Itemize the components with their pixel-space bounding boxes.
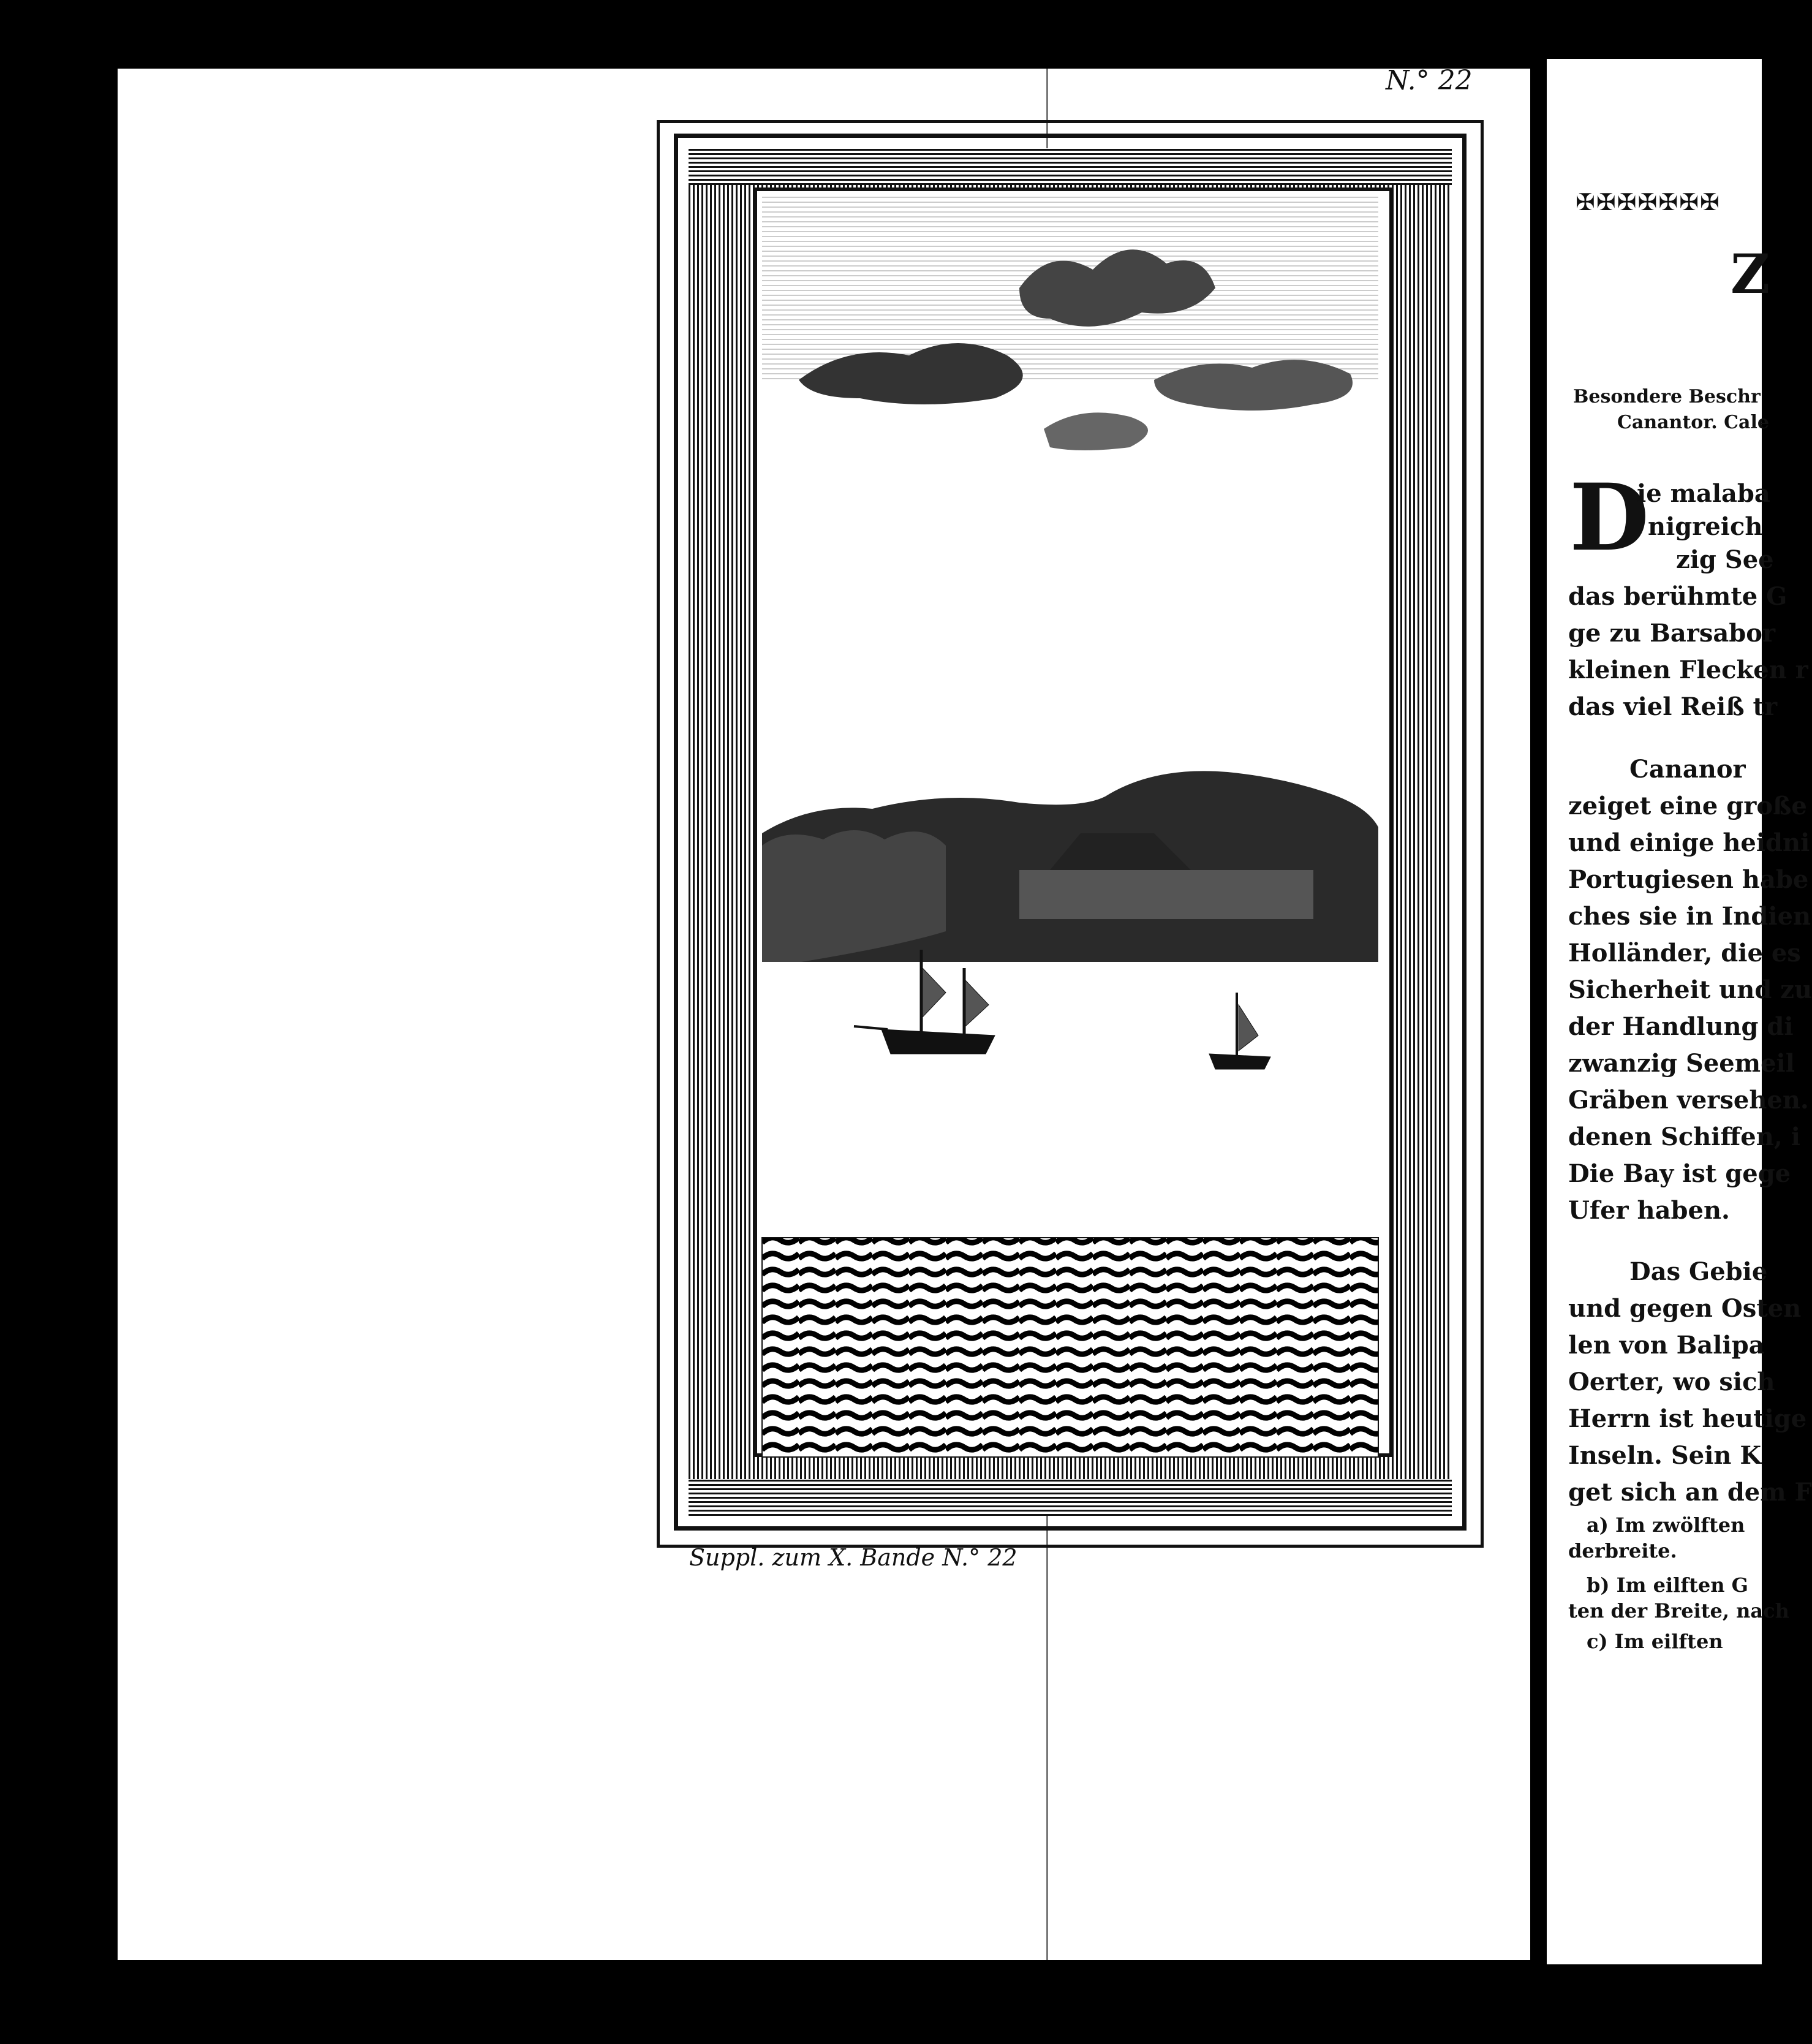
text-line: ches sie in Indien <box>1568 902 1811 931</box>
text-line: und einige heidni <box>1568 828 1810 857</box>
footnote: b) Im eilften G <box>1587 1573 1748 1597</box>
text-line: nigreich <box>1648 512 1763 541</box>
footnote: c) Im eilften <box>1587 1630 1723 1653</box>
drop-cap: D <box>1569 464 1650 572</box>
text-line: Das Gebie <box>1629 1257 1768 1286</box>
text-line: Oerter, wo sich <box>1568 1368 1775 1396</box>
section-subheading: Canantor. Cale <box>1617 412 1769 433</box>
text-line: len von Balipa <box>1568 1331 1765 1360</box>
text-line: zig See <box>1676 545 1774 574</box>
text-line: get sich an dem F <box>1568 1478 1812 1507</box>
plate-number: N.° 22 <box>1386 65 1473 96</box>
text-line: ge zu Barsabor <box>1568 619 1776 648</box>
text-line: zeiget eine große <box>1568 792 1807 820</box>
text-line: kleinen Flecken r <box>1568 656 1808 684</box>
text-line: Portugiesen habe <box>1568 865 1809 894</box>
text-line: Sicherheit und zu <box>1568 975 1812 1004</box>
text-line: das berühmte G <box>1568 582 1787 611</box>
footnote: derbreite. <box>1568 1539 1677 1562</box>
text-line: und gegen Osten <box>1568 1294 1802 1323</box>
plate-caption: Suppl. zum X. Bande N.° 22 <box>689 1544 1017 1571</box>
text-line: zwanzig Seemeil <box>1568 1049 1795 1078</box>
text-line: Holländer, die es <box>1568 939 1801 967</box>
text-line: das viel Reiß tr <box>1568 692 1778 721</box>
ornament-row: ✠✠✠✠✠✠✠ <box>1576 189 1721 216</box>
right-page-text-clip <box>1547 59 1812 1964</box>
section-subheading: Besondere Beschr <box>1573 386 1761 407</box>
text-line: denen Schiffen, i <box>1568 1122 1800 1151</box>
text-line: Herrn ist heutige <box>1568 1404 1807 1433</box>
footnote: a) Im zwölften <box>1587 1513 1745 1537</box>
text-line: Ufer haben. <box>1568 1196 1730 1225</box>
footnote: ten der Breite, nach <box>1568 1599 1789 1622</box>
text-line: der Handlung di <box>1568 1012 1794 1041</box>
chapter-heading: Z <box>1731 242 1770 306</box>
text-line: ie malaba <box>1637 479 1770 508</box>
text-line: Inseln. Sein K <box>1568 1441 1762 1470</box>
text-line: Gräben versehen. <box>1568 1086 1809 1115</box>
text-line: Die Bay ist gege <box>1568 1159 1791 1188</box>
text-line: Cananor <box>1629 755 1746 784</box>
